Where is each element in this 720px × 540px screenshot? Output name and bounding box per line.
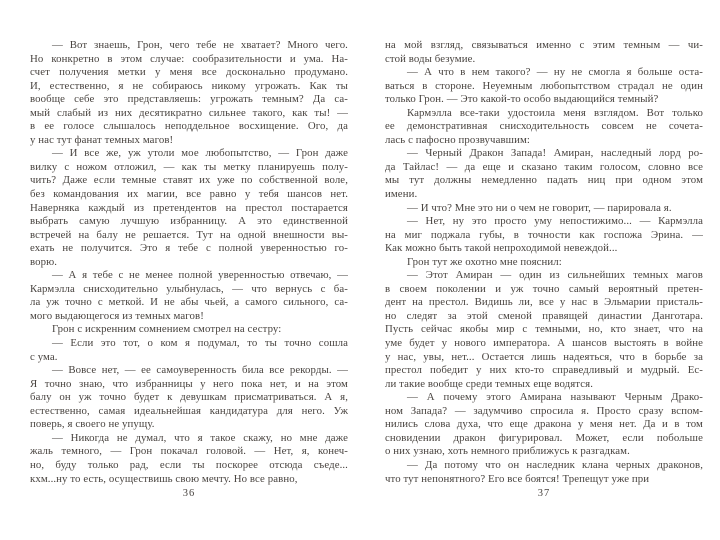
text-line: да Тайлас! — да еще и сказано таким голосом, словно все <box>385 160 703 173</box>
paragraph <box>30 323 348 337</box>
text-line: Как можно быть такой непроходимой невеждой... <box>385 242 618 255</box>
text-line: Пусть сейчас якобы мир с темными, но, кто знает, что на <box>385 323 703 336</box>
text-line: встречей на балу не решается. Тут на одной внешности вы- <box>30 228 348 241</box>
text-line: — А я тебе с не менее полной уверенностью отвечаю, — <box>52 269 348 282</box>
text-line: — А почему этого Амирана называют Черным Драко- <box>407 391 703 404</box>
text-line: ла уж точно с меткой. И не абы чьей, а самого сильного, са- <box>30 296 348 309</box>
paragraph <box>30 432 348 486</box>
paragraph <box>385 459 703 486</box>
paragraph <box>385 215 703 256</box>
paragraph <box>385 147 703 201</box>
text-line: на мой взгляд, связываться именно с этим темным — чи- <box>385 39 703 51</box>
text-line: Грон с искренним сомнением смотрел на сестру: <box>52 323 282 336</box>
text-line: вилку с ножом отложил, — как ты метку планируешь полу- <box>30 160 348 173</box>
text-line: мы тут должны немедленно падать ниц при одном этом <box>385 174 703 187</box>
paragraph <box>385 202 703 216</box>
text-line: — Нет, ну это просто уму непостижимо... — Кармэлла <box>407 215 703 228</box>
book-page-left <box>30 0 348 540</box>
text-line: кхм...ну то есть, осуществишь свою мечту. Но все равно, <box>30 472 298 485</box>
text-line: на миг поджала губы, в точности как госпожа Эрина. — <box>385 228 703 241</box>
page-number-left: 36 <box>182 488 196 499</box>
text-line: у нас тут фанат темных магов! <box>30 133 174 146</box>
page-number-right: 37 <box>537 488 551 499</box>
text-line: — Если это тот, о ком я подумал, то ты точно сошла <box>52 337 348 350</box>
text-line: у нас, увы, нет... Остается лишь надеяться, что в борьбе за <box>385 350 703 363</box>
page-left-text <box>30 39 348 486</box>
text-line: — Вот знаешь, Грон, чего тебе не хватает? Много чего. <box>52 39 348 51</box>
text-line: вообще себе это представляешь: угрожать темным? Да са- <box>30 93 348 106</box>
text-line: Грон тут же охотно мне пояснил: <box>407 255 562 268</box>
text-line: ехать не получится. Это я тебе с полной уверенностью го- <box>30 242 348 255</box>
text-line: без командования их магии, все равно у тебя шансов нет. <box>30 188 348 201</box>
paragraph <box>385 66 703 107</box>
text-line: Но конкретно в этом случае: сообразительности и ума. На- <box>30 52 348 65</box>
text-line: нились слова духа, что еще дракона у меня нет. Да и в том <box>385 418 703 431</box>
text-line: в ее голосе слышалось неподдельное восхищение. Ого, да <box>30 120 348 133</box>
paragraph <box>385 391 703 459</box>
text-line: но, буду только рад, если ты поскорее отсюда съеде... <box>30 458 348 471</box>
text-line: Наверняка каждый из претендентов на престол постарается <box>30 201 348 214</box>
text-line: ворю. <box>30 255 58 268</box>
text-line: престол победит у них кто-то справедливый и мудрый. Ес- <box>385 364 703 377</box>
text-line: ее демонстративная снисходительность совсем не сочета- <box>385 120 703 133</box>
text-line: — И что? Мне это ни о чем не говорит, — парировала я. <box>407 201 672 214</box>
text-line: ли такие вообще среди темных еще водятся. <box>385 377 594 390</box>
book-page-right <box>385 0 703 540</box>
text-line: стой воды безумие. <box>385 52 476 65</box>
text-line: — А что в нем такого? — ну не смогла я больше оста- <box>407 66 703 79</box>
paragraph <box>30 364 348 432</box>
text-line: поверь, я своего не упущу. <box>30 418 155 431</box>
text-line: мый слабый из них десятикратно сильнее такого, как ты! — <box>30 106 348 119</box>
text-line: балу он уж точно будет к девушкам присматриваться. А я, <box>30 391 348 404</box>
text-line: дент на престол. Видишь ли, все у нас в Эльмарии присталь- <box>385 296 703 309</box>
paragraph <box>385 269 703 391</box>
text-line: жаль темного, — Грон покачал головой. — Нет, я, конеч- <box>30 445 348 458</box>
text-line: — Да потому что он наследник клана черных драконов, <box>407 458 703 471</box>
text-line: счет получения метки у меня все досконально продумано. <box>30 66 348 79</box>
text-line: но следят за этой сменой правящей династии Данготара. <box>385 309 703 322</box>
text-line: — И все же, уж утоли мое любопытство, — Грон даже <box>52 147 348 160</box>
text-line: ваться в стороне. Неуемным любопытством страдал не один <box>385 79 703 92</box>
text-line: ном Запада? — задумчиво спросила я. Просто сразу вспом- <box>385 404 703 417</box>
text-line: имени. <box>385 188 418 201</box>
paragraph <box>30 269 348 323</box>
text-line: естественно, самая идеальнейшая кандидатура для него. Уж <box>30 404 348 417</box>
text-line: о них узнаю, хоть немного приближусь к разгадкам. <box>385 445 630 458</box>
text-line: в своем поколении и уж точно самый вероятный претен- <box>385 282 703 295</box>
text-line: с ума. <box>30 350 58 363</box>
text-line: — Вовсе нет, — ее самоуверенность била все рекорды. — <box>52 364 348 377</box>
text-line: что тут непонятного? Его все боятся! Трепещут уже при <box>385 472 650 485</box>
text-line: Я точно знаю, что избранницы у него пока нет, и на этом <box>30 377 348 390</box>
text-line: только Грон. — Это какой-то особо выдающийся темный? <box>385 93 659 106</box>
text-line: — Никогда не думал, что я такое скажу, но мне даже <box>52 431 348 444</box>
text-line: — Этот Амиран — один из сильнейших темных магов <box>407 269 703 282</box>
text-line: сновидении дракон фигурировал. Может, если побольше <box>385 431 703 444</box>
text-line: — Черный Дракон Запада! Амиран, наследный лорд ро- <box>407 147 703 160</box>
text-line: выбрать самую лучшую избранницу. А это единственной <box>30 215 348 228</box>
text-line: мого выдающегося из темных магов! <box>30 309 204 322</box>
text-line: чить? Даже если темные ставят их уже по собственной воле, <box>30 174 348 187</box>
text-line: Кармэлла снисходительно улыбнулась, — что вернусь с ба- <box>30 282 348 295</box>
paragraph <box>385 39 703 66</box>
text-line: лась с пафосно прозвучавшим: <box>385 133 530 146</box>
paragraph <box>30 39 348 147</box>
paragraph <box>30 147 348 269</box>
text-line: уме будет у нового императора. А шансов выстоять в войне <box>385 337 703 350</box>
text-line: Кармэлла все-таки удостоила меня взглядом. Вот только <box>407 106 703 119</box>
page-right-text <box>385 39 703 486</box>
paragraph <box>30 337 348 364</box>
paragraph <box>385 107 703 148</box>
paragraph <box>385 256 703 270</box>
text-line: И, естественно, я не собираюсь никому угрожать. Как ты <box>30 79 348 92</box>
